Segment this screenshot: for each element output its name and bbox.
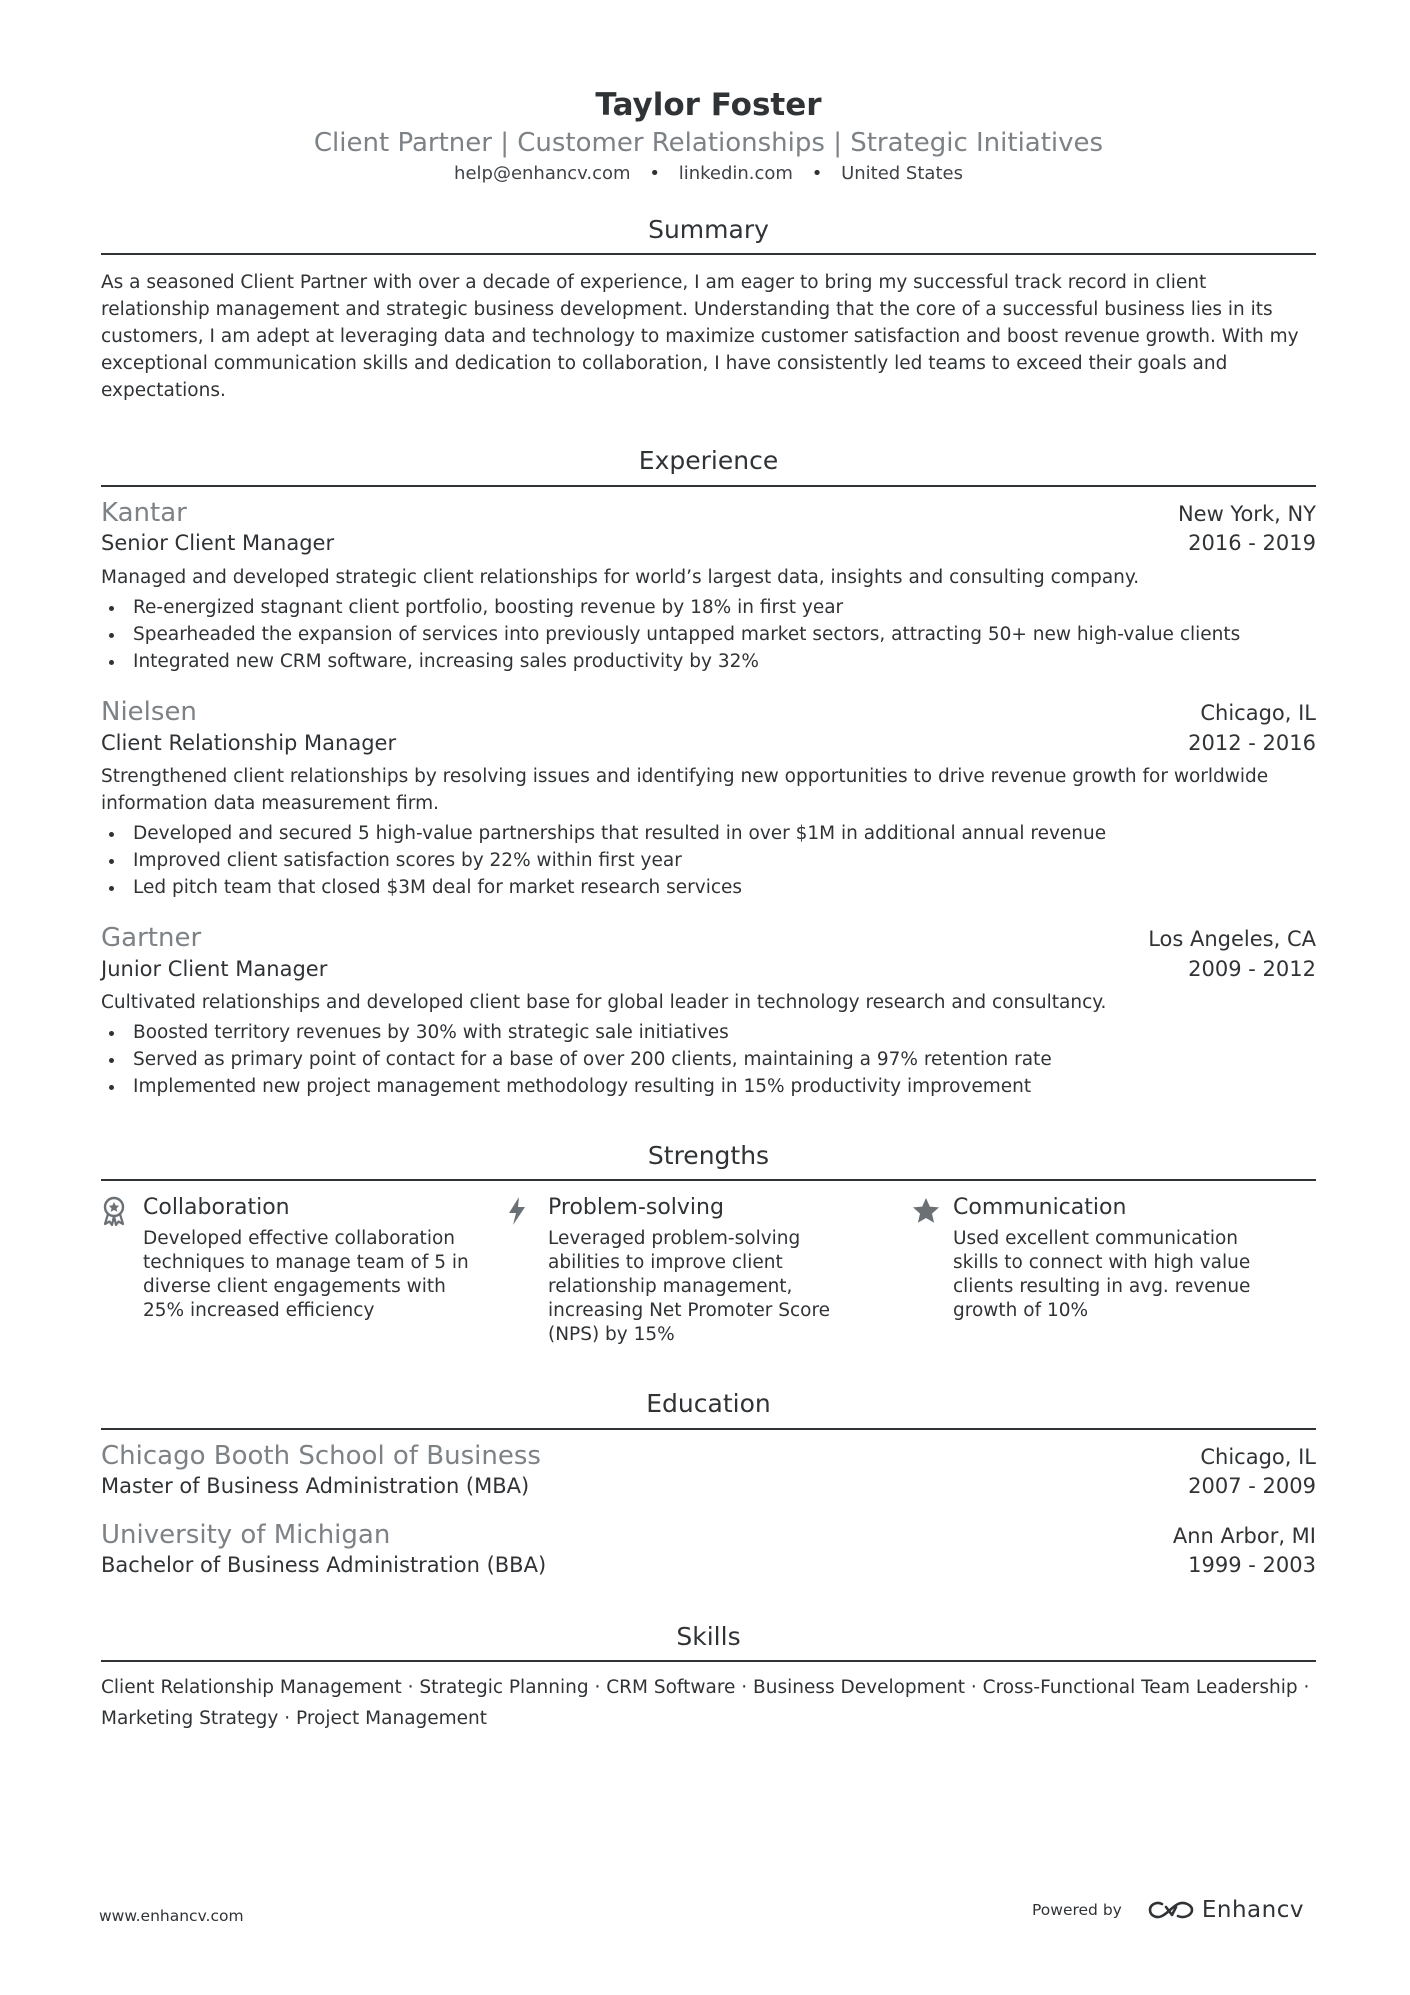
experience-entry <box>101 497 1316 675</box>
education-section <box>101 1388 1316 1580</box>
job-dates: 2016 - 2019 <box>1188 531 1316 556</box>
resume-header <box>101 86 1316 186</box>
skills-title: Skills <box>101 1621 1316 1663</box>
achievement-item: Re-energized stagnant client portfolio, boosting revenue by 18% in first year <box>101 594 1316 621</box>
company-name: Kantar <box>101 497 187 528</box>
separator-dot: • <box>649 163 660 185</box>
candidate-name: Taylor Foster <box>595 87 822 123</box>
experience-section <box>101 445 1316 1100</box>
education-entry <box>101 1440 1316 1501</box>
achievement-item: Implemented new project management methodology resulting in 15% productivity improvement <box>101 1073 1316 1100</box>
strength-title: Problem-solving <box>548 1195 724 1221</box>
job-description: Strengthened client relationships by resolving issues and identifying new opportunities to drive revenue growth for worldwide information data measurement firm. <box>101 765 1269 814</box>
achievement-item: Spearheaded the expansion of services into previously untapped market sectors, attracting 50+ new high-value clients <box>101 621 1316 648</box>
school-name: University of Michigan <box>101 1519 391 1550</box>
job-title: Senior Client Manager <box>101 531 335 556</box>
strengths-title: Strengths <box>101 1140 1316 1182</box>
contact-location: United States <box>841 163 963 185</box>
strength-item <box>101 1194 506 1347</box>
star-icon <box>911 1194 953 1347</box>
strength-title: Communication <box>953 1195 1127 1221</box>
strength-description: Developed effective collaboration techniques to manage team of 5 in diverse client engagements with 25% increased efficiency <box>143 1228 469 1322</box>
education-entry <box>101 1519 1316 1580</box>
company-name: Gartner <box>101 922 202 953</box>
degree: Master of Business Administration (MBA) <box>101 1474 530 1499</box>
separator-dot: • <box>811 163 823 185</box>
enhancv-logo-icon <box>1148 1899 1194 1921</box>
skills-list: Client Relationship Management · Strategic Planning · CRM Software · Business Development · Cross-Functional Team Leadership · Marketing Strategy · Project Management <box>101 1677 1310 1730</box>
job-location: Los Angeles, CA <box>1148 926 1316 951</box>
achievement-item: Led pitch team that closed $3M deal for market research services <box>101 874 1316 901</box>
achievement-item: Served as primary point of contact for a base of over 200 clients, maintaining a 97% retention rate <box>101 1046 1316 1073</box>
summary-section <box>101 214 1316 405</box>
achievement-list <box>101 594 1316 675</box>
job-title: Junior Client Manager <box>101 956 328 981</box>
job-description: Cultivated relationships and developed client base for global leader in technology research and consultancy. <box>101 991 1107 1013</box>
experience-entry <box>101 922 1316 1100</box>
strength-item <box>911 1194 1316 1347</box>
powered-by-label: Powered by <box>1032 1901 1122 1919</box>
resume-page <box>101 86 1316 1734</box>
achievement-item: Improved client satisfaction scores by 22% within first year <box>101 847 1316 874</box>
experience-entry <box>101 696 1316 901</box>
experience-title: Experience <box>101 445 1316 487</box>
job-location: Chicago, IL <box>1200 700 1316 725</box>
strengths-section <box>101 1140 1316 1347</box>
summary-title: Summary <box>101 214 1316 256</box>
company-name: Nielsen <box>101 696 197 727</box>
award-icon <box>101 1194 143 1347</box>
strength-description: Leveraged problem-solving abilities to improve client relationship management, increasing Net Promoter Score (NPS) by 15% <box>548 1228 831 1346</box>
contact-linkedin[interactable]: linkedin.com <box>678 163 793 185</box>
job-description: Managed and developed strategic client relationships for world’s largest data, insights and consulting company. <box>101 566 1140 588</box>
education-dates: 2007 - 2009 <box>1188 1474 1316 1499</box>
candidate-tagline: Client Partner | Customer Relationships | Strategic Initiatives <box>313 127 1104 158</box>
job-dates: 2012 - 2016 <box>1188 730 1316 755</box>
strength-title: Collaboration <box>143 1195 290 1221</box>
contact-email[interactable]: help@enhancv.com <box>454 163 631 185</box>
strength-description: Used excellent communication skills to connect with high value clients resulting in avg. revenue growth of 10% <box>953 1228 1251 1322</box>
school-location: Chicago, IL <box>1200 1444 1316 1469</box>
school-name: Chicago Booth School of Business <box>101 1440 541 1471</box>
education-dates: 1999 - 2003 <box>1188 1553 1316 1578</box>
enhancv-logo[interactable] <box>1148 1897 1304 1923</box>
footer-website[interactable]: www.enhancv.com <box>99 1907 244 1925</box>
job-dates: 2009 - 2012 <box>1188 956 1316 981</box>
achievement-item: Integrated new CRM software, increasing sales productivity by 32% <box>101 648 1316 675</box>
summary-text: As a seasoned Client Partner with over a decade of experience, I am eager to bring my successful track record in client relationship management and strategic business development. Understanding that the core of a successful business lies in its customers, I am adept at leveraging data and technology to maximize customer satisfaction and boost revenue growth. With my exceptional communication skills and dedication to collaboration, I have consistently led teams to exceed their goals and expectations. <box>101 272 1299 402</box>
achievement-item: Developed and secured 5 high-value partnerships that resulted in over $1M in additional annual revenue <box>101 820 1316 847</box>
achievement-item: Boosted territory revenues by 30% with strategic sale initiatives <box>101 1019 1316 1046</box>
degree: Bachelor of Business Administration (BBA) <box>101 1553 547 1578</box>
lightning-icon <box>506 1194 548 1347</box>
enhancv-logo-text: Enhancv <box>1201 1897 1304 1923</box>
skills-section <box>101 1621 1316 1735</box>
education-title: Education <box>101 1388 1316 1430</box>
job-location: New York, NY <box>1177 501 1316 526</box>
strength-item <box>506 1194 911 1347</box>
contact-line <box>101 162 1316 185</box>
footer-branding <box>1032 1897 1304 1923</box>
school-location: Ann Arbor, MI <box>1172 1523 1316 1548</box>
job-title: Client Relationship Manager <box>101 730 397 755</box>
achievement-list <box>101 1019 1316 1100</box>
achievement-list <box>101 820 1316 901</box>
